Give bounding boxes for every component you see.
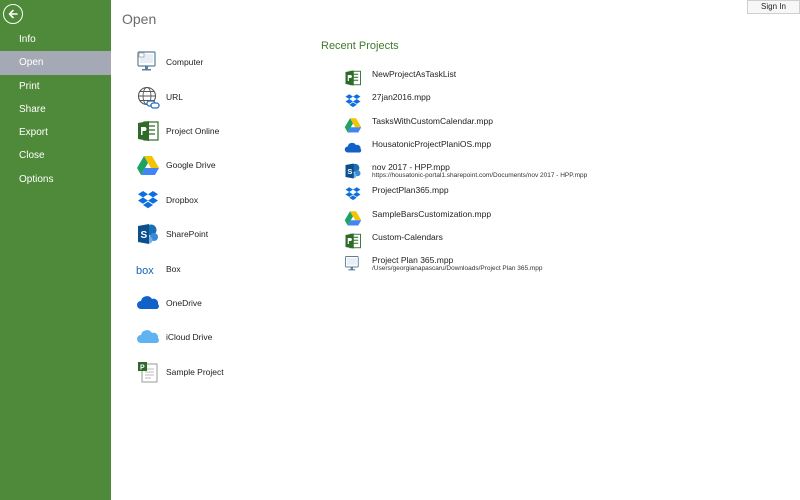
recent-project-item[interactable] [344, 229, 784, 252]
location-project-online[interactable] [136, 114, 306, 148]
onedrive-icon [344, 139, 362, 157]
sidebar [0, 0, 111, 500]
recent-project-item[interactable] [344, 113, 784, 136]
back-arrow-icon[interactable] [3, 4, 23, 24]
project-name: Project Plan 365.mpp [372, 255, 454, 266]
project-icon [344, 232, 362, 250]
location-label: iCloud Drive [166, 332, 213, 343]
recent-project-item[interactable] [344, 206, 784, 229]
svg-text:S: S [140, 230, 148, 242]
icloud-drive-icon [136, 325, 160, 349]
url-globe-icon [136, 85, 160, 109]
location-url[interactable] [136, 79, 306, 113]
svg-text:P: P [140, 364, 145, 372]
location-label: Computer [166, 57, 204, 68]
computer-icon [136, 50, 160, 74]
dropbox-icon [344, 185, 362, 203]
sample-project-icon [136, 360, 160, 384]
box-icon [136, 257, 160, 281]
sharepoint-icon [344, 162, 362, 180]
sidebar-item-open[interactable]: Open [0, 51, 111, 74]
recent-projects-list [344, 66, 784, 276]
location-icloud-drive[interactable] [136, 320, 306, 354]
sharepoint-icon [136, 222, 160, 246]
location-label: Google Drive [166, 160, 216, 171]
location-label: Project Online [166, 125, 220, 136]
onedrive-icon [136, 291, 160, 315]
recent-project-item[interactable] [344, 252, 784, 275]
project-name: nov 2017 - HPP.mpp [372, 162, 450, 173]
google-drive-icon [344, 116, 362, 134]
computer-icon [344, 255, 362, 273]
recent-project-item[interactable] [344, 159, 784, 182]
project-name: ProjectPlan365.mpp [372, 185, 449, 196]
sidebar-item-print[interactable]: Print [19, 80, 40, 92]
location-google-drive[interactable] [136, 148, 306, 182]
recent-project-item[interactable] [344, 136, 784, 159]
project-name: 27jan2016.mpp [372, 92, 431, 103]
location-label: Dropbox [166, 194, 199, 205]
sidebar-item-export[interactable]: Export [19, 127, 48, 139]
location-label: URL [166, 91, 184, 102]
location-box[interactable] [136, 251, 306, 285]
recent-project-item[interactable] [344, 66, 784, 89]
google-drive-icon [344, 209, 362, 227]
project-name: HousatonicProjectPlaniOS.mpp [372, 138, 492, 149]
project-name: NewProjectAsTaskList [372, 69, 457, 79]
location-label: OneDrive [166, 297, 202, 308]
location-label: Sample Project [166, 366, 224, 377]
dropbox-icon [344, 92, 362, 110]
sidebar-item-info[interactable]: Info [19, 34, 36, 45]
sidebar-item-close[interactable]: Close [19, 150, 45, 162]
recent-project-item[interactable] [344, 182, 784, 205]
recent-projects-title: Recent Projects [321, 40, 399, 52]
project-name: Custom-Calendars [372, 232, 443, 243]
page-title: Open [122, 11, 157, 27]
sidebar-nav [0, 28, 111, 191]
location-onedrive[interactable] [136, 286, 306, 320]
location-sharepoint[interactable] [136, 217, 306, 251]
svg-text:box: box [136, 264, 154, 277]
project-name: SampleBarsCustomization.mpp [372, 208, 492, 219]
project-path: /Users/georgianapascaru/Downloads/Project Plan 365.mpp [372, 265, 543, 273]
location-sample-project[interactable] [136, 355, 306, 389]
project-icon [344, 69, 362, 87]
project-online-icon [136, 119, 160, 143]
location-label: Box [166, 263, 181, 274]
project-path: https://housatonic-portal1.sharepoint.com/Documents/nov 2017 - HPP.mpp [372, 172, 588, 180]
location-label: SharePoint [166, 229, 209, 240]
google-drive-icon [136, 153, 160, 177]
project-name: TasksWithCustomCalendar.mpp [372, 115, 493, 126]
sign-in-button[interactable]: Sign In [747, 0, 800, 14]
svg-text:S: S [347, 167, 353, 177]
location-dropbox[interactable] [136, 183, 306, 217]
location-computer[interactable] [136, 45, 306, 79]
sidebar-item-options[interactable]: Options [19, 173, 54, 185]
sidebar-item-share[interactable]: Share [19, 103, 46, 115]
location-list [136, 45, 306, 389]
dropbox-icon [136, 188, 160, 212]
recent-project-item[interactable] [344, 89, 784, 112]
